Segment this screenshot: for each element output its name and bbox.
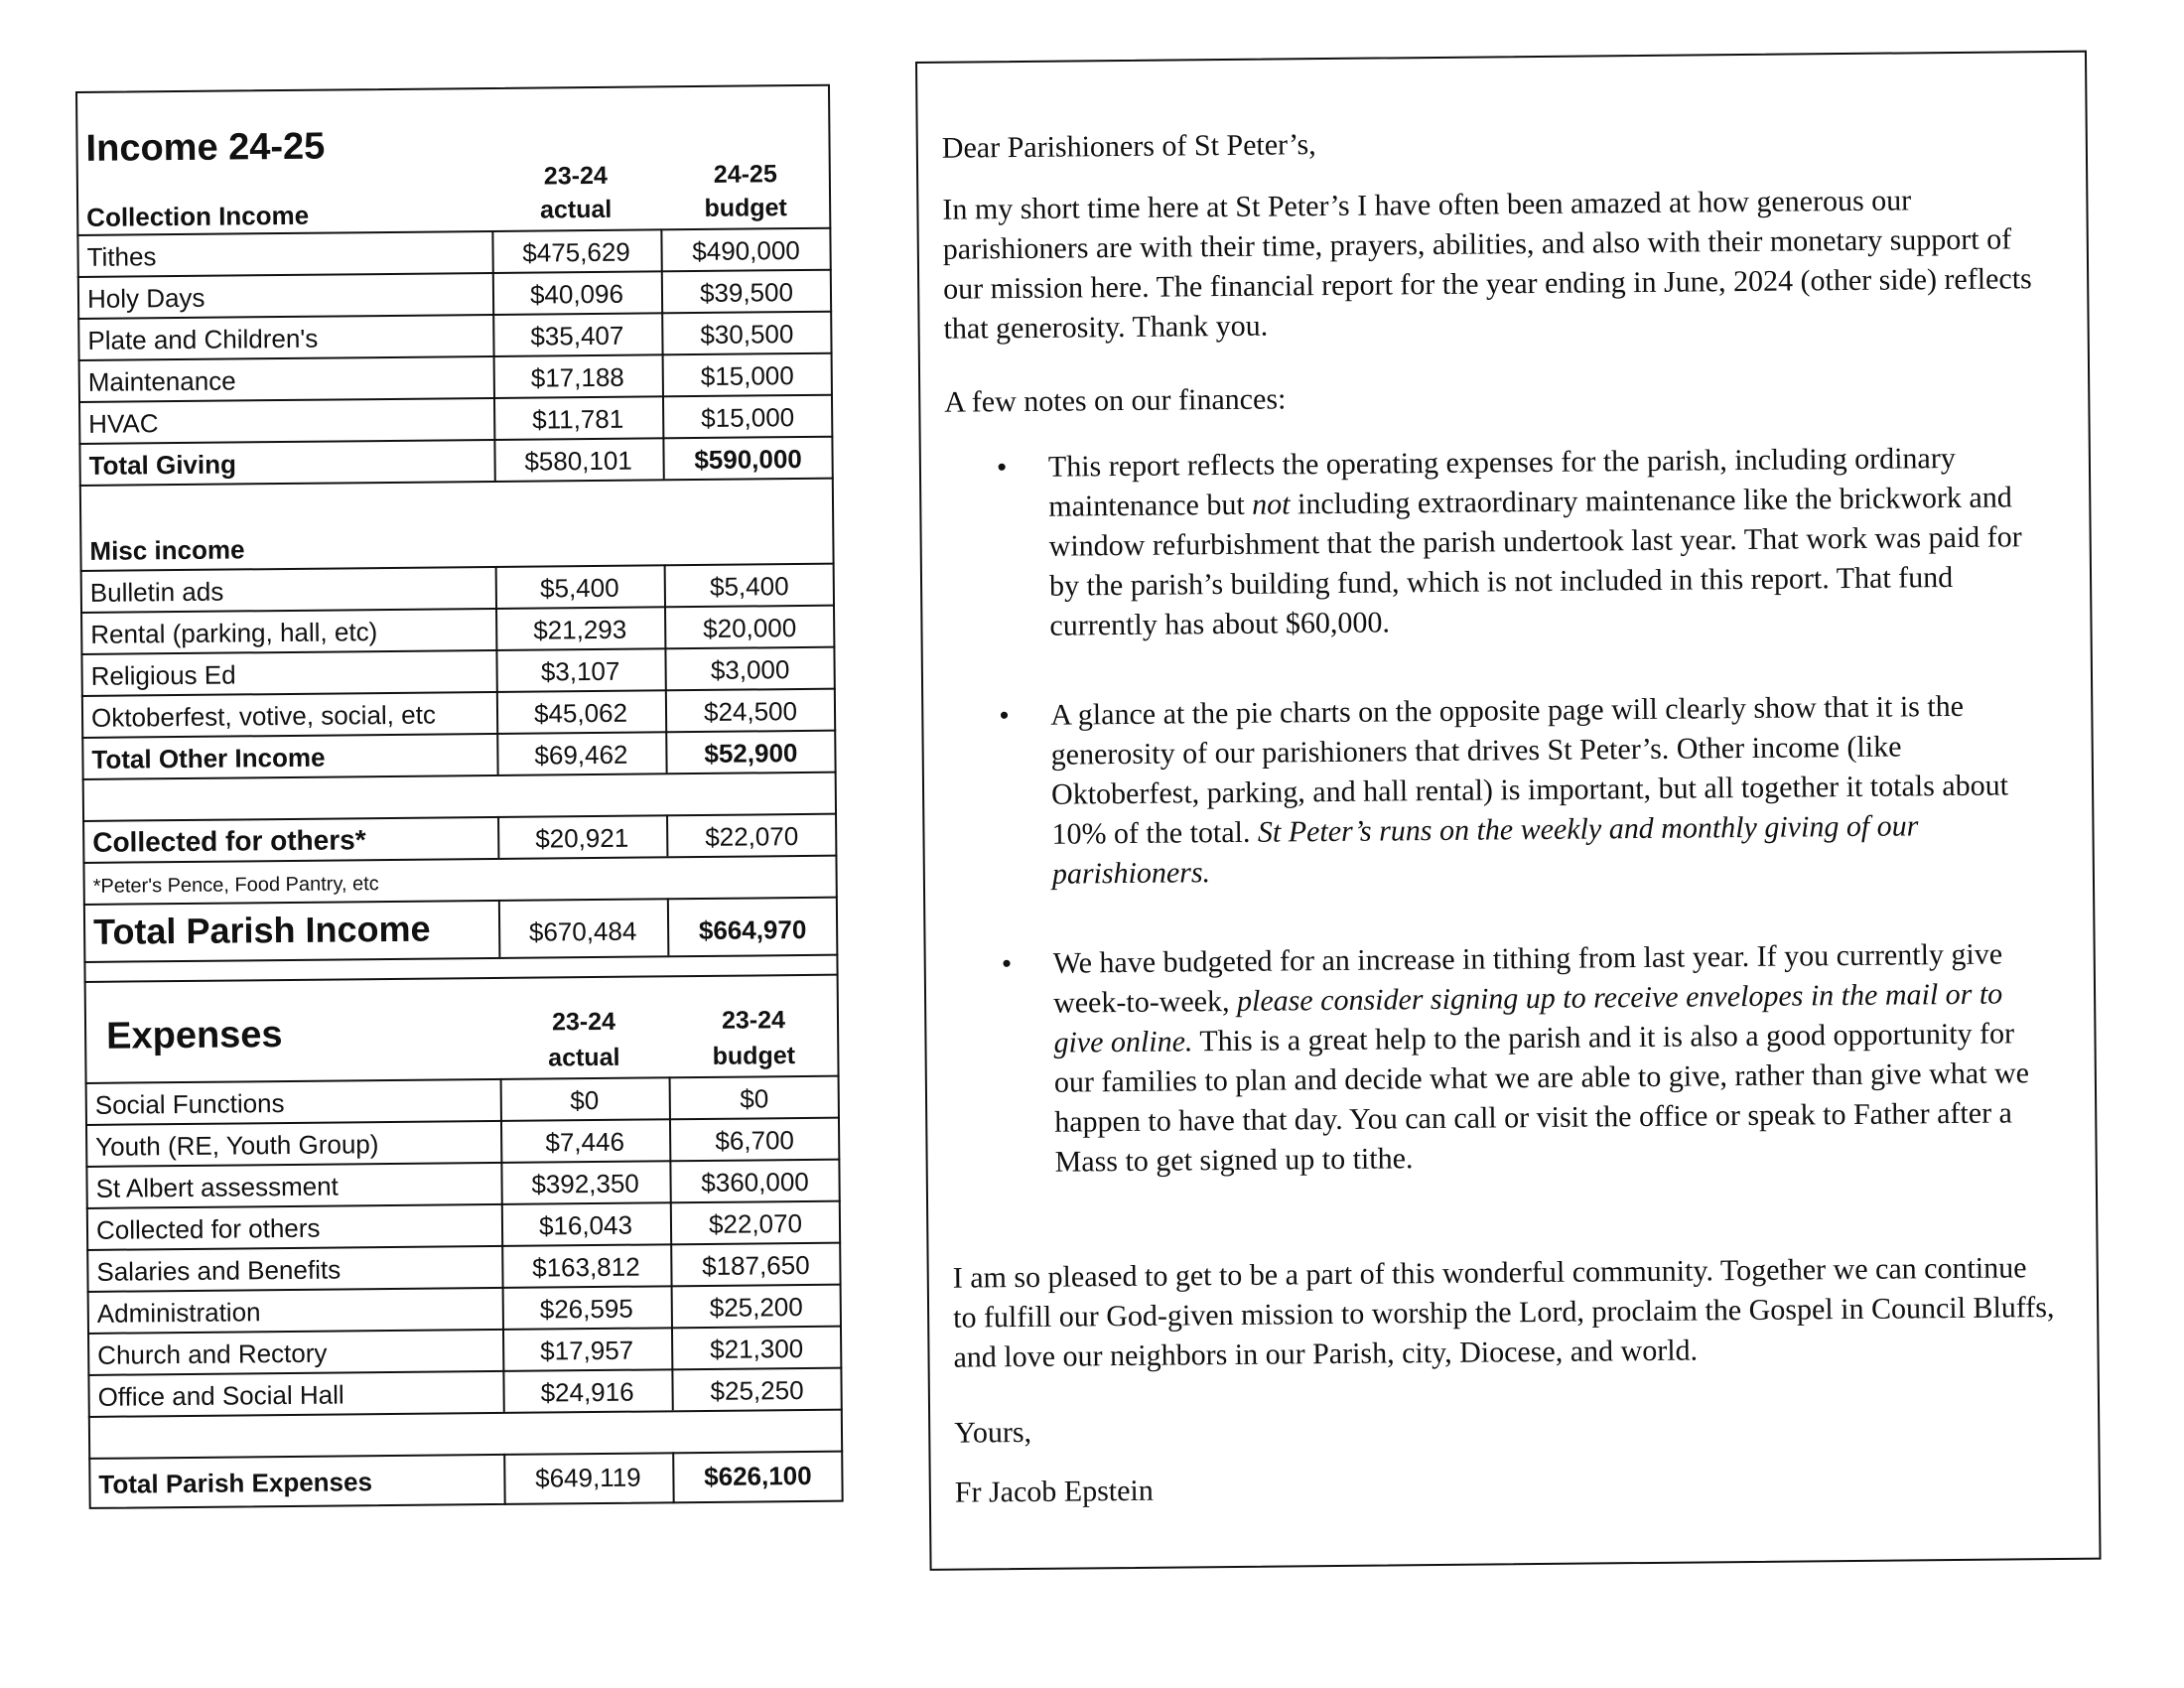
total-giving-budget: $590,000 bbox=[694, 443, 802, 476]
table-row-label: HVAC bbox=[88, 408, 159, 439]
table-cell-actual: $0 bbox=[570, 1084, 600, 1116]
table-row-label: Plate and Children's bbox=[87, 323, 319, 355]
note-text: A glance at the pie charts on the opposite page will clearly show that it is the generosity of our parishioners that drives St Peter’s. Other income (like Oktoberfest, parking, and hall rental) is important, but all together it totals about 10% of the total. bbox=[1050, 689, 2009, 851]
total-parish-income-budget: $664,970 bbox=[698, 914, 807, 946]
table-cell-budget: $24,500 bbox=[703, 696, 798, 727]
table-cell-budget: $39,500 bbox=[699, 277, 794, 308]
collected-for-others-budget: $22,070 bbox=[705, 821, 799, 852]
table-cell-budget: $22,070 bbox=[708, 1208, 803, 1239]
table-cell-actual: $16,043 bbox=[538, 1209, 633, 1241]
total-giving-label: Total Giving bbox=[88, 449, 237, 481]
letter-signoff: Yours, bbox=[954, 1415, 1032, 1450]
income-col1-head-label: actual bbox=[539, 195, 613, 224]
table-cell-actual: $40,096 bbox=[529, 278, 624, 310]
notes-list bbox=[945, 438, 2054, 1184]
collected-for-others-actual: $20,921 bbox=[535, 822, 629, 854]
collected-for-others-label: Collected for others* bbox=[92, 824, 366, 858]
table-row-label: Rental (parking, hall, etc) bbox=[90, 617, 378, 649]
note-text: This report reflects the operating expenses for the parish, including ordinary maintenance but bbox=[1047, 441, 1956, 523]
table-row-label: Holy Days bbox=[86, 282, 205, 314]
table-cell-actual: $26,595 bbox=[539, 1293, 633, 1325]
table-cell-budget: $15,000 bbox=[701, 402, 795, 433]
income-col2-head-year: 24-25 bbox=[713, 160, 777, 189]
table-row-label: Collected for others bbox=[95, 1212, 321, 1245]
table-cell-actual: $24,916 bbox=[540, 1376, 634, 1408]
expenses-col2-head-year: 23-24 bbox=[721, 1006, 786, 1035]
letter-salutation: Dear Parishioners of St Peter’s, bbox=[941, 128, 1316, 165]
table-cell-budget: $187,650 bbox=[702, 1249, 810, 1281]
letter-paragraph: In my short time here at St Peter’s I have often been amazed at how generous our parishioners are with their time, prayers, abilities, and also with their monetary support of our mission here. The financial report for the year ending in June, 2024 (other side) reflects that generosity. Thank you. bbox=[942, 184, 2032, 346]
expenses-col2-head-label: budget bbox=[712, 1042, 796, 1070]
financial-report-table bbox=[75, 84, 854, 1509]
table-cell-budget: $0 bbox=[740, 1083, 769, 1114]
expenses-title: Expenses bbox=[105, 1014, 283, 1057]
total-parish-income-label: Total Parish Income bbox=[92, 908, 431, 952]
total-parish-expenses-budget: $626,100 bbox=[704, 1460, 812, 1491]
table-row-label: Administration bbox=[96, 1297, 261, 1329]
expenses-col1-head-label: actual bbox=[548, 1043, 620, 1072]
table-cell-budget: $15,000 bbox=[700, 360, 794, 391]
table-cell-actual: $3,107 bbox=[540, 655, 620, 687]
total-other-income-actual: $69,462 bbox=[534, 739, 628, 771]
letter-signature: Fr Jacob Epstein bbox=[954, 1474, 1154, 1509]
table-cell-actual: $11,781 bbox=[532, 403, 624, 435]
letter-closing-paragraph: I am so pleased to get to be a part of this wonderful community. Together we can continue to fulfill our God-given mission to worship the Lord, proclaim the Gospel in Council Bluffs, and love our neighbors in our Parish, city, Diocese, and world. bbox=[952, 1251, 2055, 1374]
note-text: including extraordinary maintenance like the brickwork and window refurbishment that the parish undertook last year. That work was paid for by the parish’s building fund, which is not included in this report. That fund currently has about $60,000. bbox=[1048, 481, 2022, 642]
table-cell-actual: $17,957 bbox=[540, 1335, 634, 1366]
income-col1-head-year: 23-24 bbox=[543, 161, 608, 191]
table-cell-budget: $25,250 bbox=[710, 1375, 804, 1406]
list-item bbox=[947, 686, 2051, 896]
note-text: This is a great help to the parish and it is also a good opportunity for our families to plan and decide what we are able to give, rather than give what we happen to have that day. You can call or visit the office or speak to Father after a Mass to get signed up to tithe. bbox=[1053, 1017, 2030, 1179]
table-cell-actual: $45,062 bbox=[533, 697, 628, 729]
table-cell-budget: $360,000 bbox=[701, 1166, 809, 1197]
table-row-label: Tithes bbox=[86, 241, 157, 272]
total-parish-expenses-actual: $649,119 bbox=[535, 1462, 641, 1493]
list-item bbox=[945, 438, 2049, 647]
table-cell-budget: $20,000 bbox=[703, 613, 797, 643]
misc-income-heading: Misc income bbox=[89, 534, 245, 566]
total-other-income-budget: $52,900 bbox=[704, 738, 798, 769]
bullet-icon: • bbox=[1001, 947, 1013, 981]
table-cell-budget: $30,500 bbox=[700, 319, 794, 350]
table-cell-budget: $25,200 bbox=[709, 1292, 803, 1323]
table-row-label: St Albert assessment bbox=[95, 1171, 339, 1203]
note-emphasis: please consider signing up to receive envelopes in the mail or to give online. bbox=[1053, 977, 2003, 1059]
list-item bbox=[950, 934, 2054, 1184]
footnote: *Peter's Pence, Food Pantry, etc bbox=[92, 873, 379, 898]
table-cell-budget: $6,700 bbox=[715, 1125, 795, 1156]
expenses-col1-head-year: 23-24 bbox=[551, 1007, 616, 1037]
total-giving-actual: $580,101 bbox=[524, 445, 632, 477]
table-cell-budget: $490,000 bbox=[692, 235, 800, 267]
table-cell-actual: $5,400 bbox=[539, 572, 619, 604]
letter-body bbox=[942, 118, 2057, 1513]
income-col2-head-label: budget bbox=[704, 194, 787, 222]
bullet-icon: • bbox=[996, 451, 1008, 485]
table-cell-actual: $17,188 bbox=[530, 361, 624, 393]
total-parish-expenses-label: Total Parish Expenses bbox=[98, 1467, 373, 1499]
table-row-label: Social Functions bbox=[94, 1088, 285, 1120]
table-row-label: Bulletin ads bbox=[89, 576, 224, 608]
total-other-income-label: Total Other Income bbox=[91, 742, 326, 774]
table-cell-actual: $7,446 bbox=[545, 1126, 625, 1158]
note-emphasis: St Peter’s runs on the weekly and monthly giving of our parishioners. bbox=[1051, 809, 1919, 891]
collection-income-heading: Collection Income bbox=[86, 200, 310, 232]
letter-notes-intro: A few notes on our finances: bbox=[944, 382, 1287, 419]
table-cell-budget: $5,400 bbox=[709, 571, 789, 602]
table-cell-actual: $392,350 bbox=[531, 1168, 639, 1199]
table-cell-budget: $21,300 bbox=[710, 1334, 804, 1364]
table-cell-actual: $475,629 bbox=[522, 236, 630, 268]
note-emphasis: not bbox=[1252, 488, 1291, 521]
table-row-label: Maintenance bbox=[87, 365, 236, 397]
table-row-label: Office and Social Hall bbox=[97, 1379, 344, 1412]
table-row-label: Church and Rectory bbox=[97, 1337, 328, 1370]
table-row-label: Youth (RE, Youth Group) bbox=[95, 1129, 379, 1162]
table-cell-actual: $21,293 bbox=[533, 614, 627, 645]
table-cell-actual: $35,407 bbox=[530, 320, 624, 352]
income-title: Income 24-25 bbox=[85, 125, 326, 170]
table-row-label: Religious Ed bbox=[90, 659, 236, 691]
table-cell-budget: $3,000 bbox=[710, 654, 790, 685]
bullet-icon: • bbox=[999, 699, 1011, 733]
table-cell-actual: $163,812 bbox=[532, 1251, 640, 1283]
note-text: We have budgeted for an increase in tithing from last year. If you currently give week-to-week, bbox=[1052, 937, 2003, 1020]
table-row-label: Salaries and Benefits bbox=[96, 1254, 341, 1287]
table-row-label: Oktoberfest, votive, social, etc bbox=[90, 699, 436, 733]
pastor-letter bbox=[915, 51, 2102, 1571]
total-parish-income-actual: $670,484 bbox=[528, 915, 637, 947]
